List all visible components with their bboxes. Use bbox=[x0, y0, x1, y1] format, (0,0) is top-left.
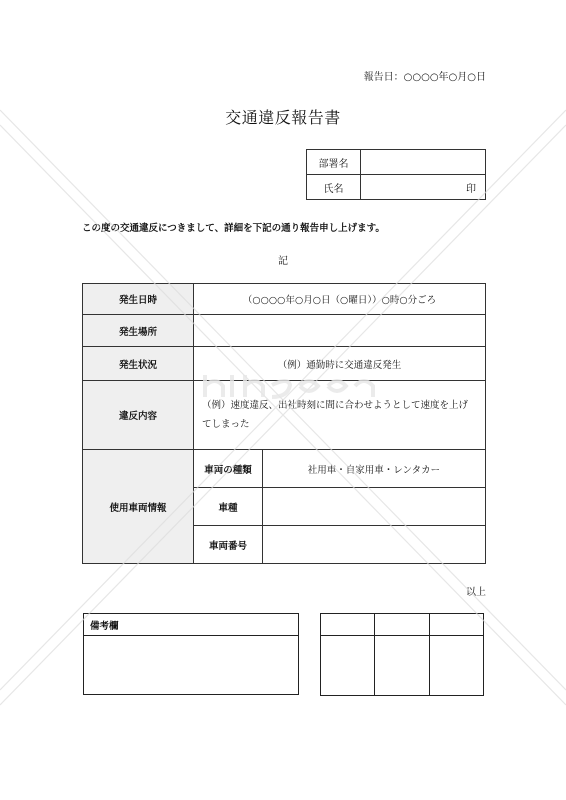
place-label: 発生場所 bbox=[83, 315, 194, 347]
stamp-header-cell bbox=[429, 614, 483, 636]
stamp-header-cell bbox=[321, 614, 375, 636]
name-field[interactable] bbox=[361, 175, 486, 200]
stamp-cell[interactable] bbox=[429, 636, 483, 696]
model-field[interactable] bbox=[263, 488, 486, 526]
situation-field[interactable]: （例）通勤時に交通違反発生 bbox=[194, 347, 486, 381]
model-label: 車種 bbox=[194, 488, 263, 526]
approval-stamp-table bbox=[320, 613, 484, 696]
stamp-cell[interactable] bbox=[321, 636, 375, 696]
situation-label: 発生状況 bbox=[83, 347, 194, 381]
remarks-box bbox=[83, 613, 299, 695]
seal-mark: 印 bbox=[466, 183, 476, 195]
vehicle-type-label: 車両の種類 bbox=[194, 450, 263, 488]
number-label: 車両番号 bbox=[194, 526, 263, 564]
remarks-field[interactable] bbox=[84, 636, 298, 694]
violation-label: 違反内容 bbox=[83, 381, 194, 450]
vehicle-info-label: 使用車両情報 bbox=[83, 450, 194, 564]
details-table bbox=[82, 283, 486, 564]
date-label: 発生日時 bbox=[83, 284, 194, 315]
signer-table bbox=[306, 149, 486, 200]
date-field[interactable]: （○○○○年○月○日（○曜日））○時○分ごろ bbox=[194, 284, 486, 315]
name-label: 氏名 bbox=[307, 175, 361, 200]
closing-text: 以上 bbox=[466, 587, 486, 598]
place-field[interactable] bbox=[194, 315, 486, 347]
remarks-label: 備考欄 bbox=[84, 614, 298, 636]
intro-text: この度の交通違反につきまして、詳細を下記の通り報告申し上げます。 bbox=[82, 223, 385, 234]
department-label: 部署名 bbox=[307, 150, 361, 175]
page-title: 交通違反報告書 bbox=[225, 108, 341, 127]
report-date: 報告日：○○○○年○月○日 bbox=[363, 72, 486, 83]
number-field[interactable] bbox=[263, 526, 486, 564]
stamp-header-cell bbox=[375, 614, 429, 636]
violation-field[interactable]: （例）速度違反、出社時刻に間に合わせようとして速度を上げてしまった bbox=[194, 381, 486, 450]
ki-heading: 記 bbox=[278, 256, 288, 267]
department-field[interactable] bbox=[361, 150, 486, 175]
vehicle-type-field[interactable]: 社用車・自家用車・レンタカー bbox=[263, 450, 486, 488]
stamp-cell[interactable] bbox=[375, 636, 429, 696]
